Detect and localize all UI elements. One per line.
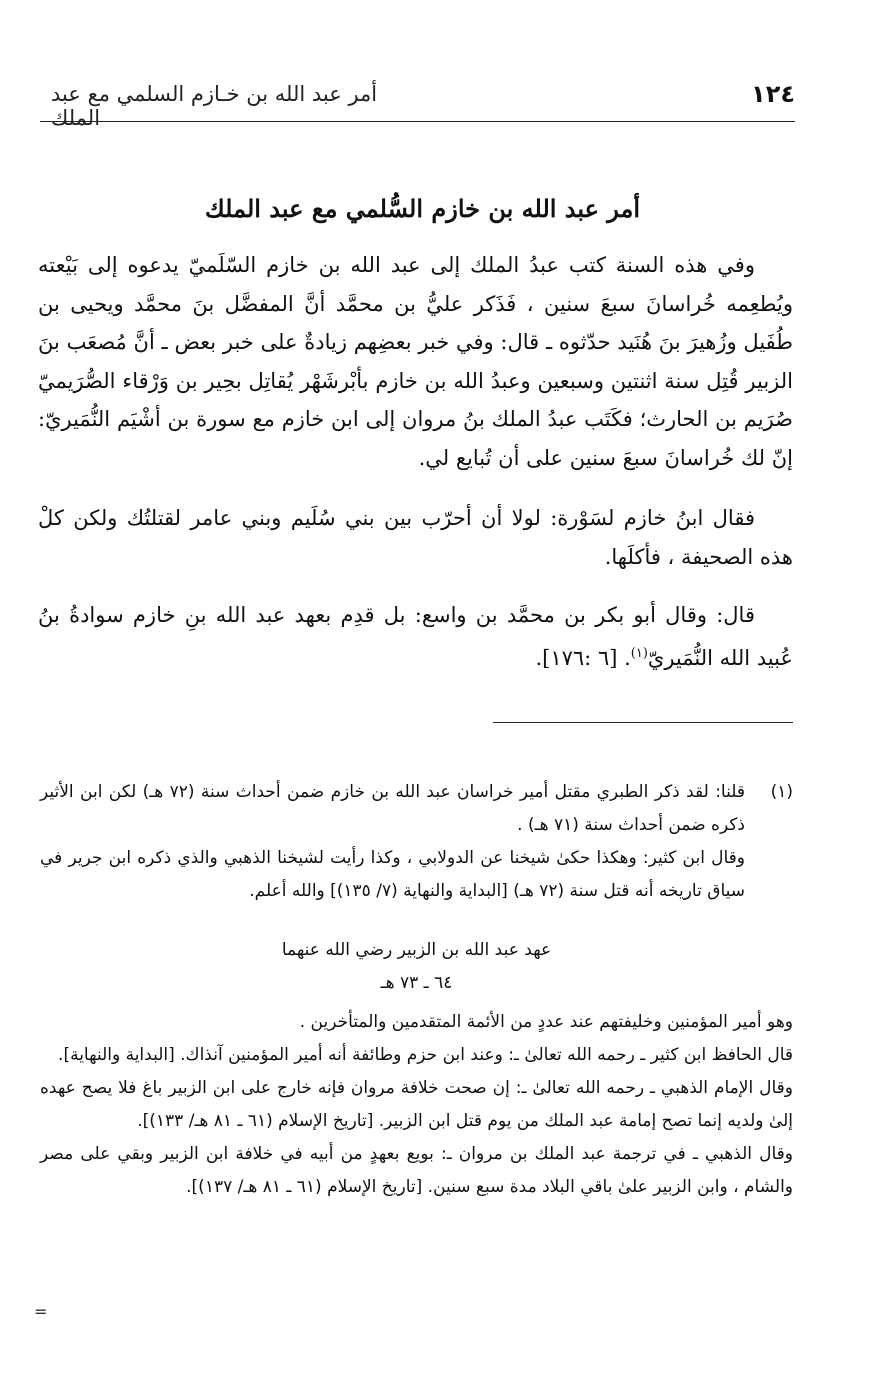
section-title: أمر عبد الله بن خازم السُّلمي مع عبد الملك [204, 194, 641, 223]
citation: . [٦ :١٧٦]. [535, 645, 631, 670]
body-paragraph-text: قال: وقال أبو بكر بن محمَّد بن واسع: بل قدِم بعهد عبد الله بنِ خازم سوادةُ بنُ عُبيد الله النُّمَيريّ [38, 603, 793, 670]
footnote-1 [40, 776, 793, 908]
continuation-mark: = [34, 1302, 48, 1321]
body-paragraph: فقال ابنُ خازم لسَوْرة: لولا أن أحرّب بين بني سُلَيم وبني عامر لقتلتُك ولكن كلْ هذه الصحيفة ، فأكلَها. [38, 506, 793, 569]
footnote-reference[interactable]: (١) [630, 645, 648, 661]
header-rule [40, 121, 795, 122]
page-number: ١٢٤ [751, 80, 795, 108]
footnote-line: وقال ابن كثير: وهكذا حكىٰ شيخنا عن الدولابي ، وكذا رأيت لشيخنا الذهبي والذي ذكره ابن جرير في سياق تاريخه أنه قتل سنة (٧٢ هـ) [البداية والنهاية (٧/ ١٣٥)] والله أعلم. [40, 848, 745, 901]
footnote-line: قال الحافظ ابن كثير ـ رحمه الله تعالىٰ ـ: وعند ابن حزم وطائفة أنه أمير المؤمنين آنذاك. [البداية والنهاية]. [58, 1045, 793, 1065]
footnote-subheading-years: ٦٤ ـ ٧٣ هـ [380, 973, 453, 993]
footnote-line: وقال الذهبي ـ في ترجمة عبد الملك بن مروان ـ: بويع بعهدٍ من أبيه في خلافة ابن الزبير وبقي على مصر والشام ، وابن الزبير علىٰ باقي البلاد مدة سبع سنين. [تاريخ الإسلام (٦١ ـ ٨١ هـ/ ١٣٧)]. [40, 1144, 793, 1197]
footnote-line: قلنا: لقد ذكر الطبري مقتل أمير خراسان عبد الله بن خازم ضمن أحداث سنة (٧٢ هـ) لكن ابن الأثير ذكره ضمن أحداث سنة (٧١ هـ) . [40, 782, 745, 835]
footnote-text [40, 776, 745, 908]
footnote-marker: (١) [770, 782, 793, 802]
running-header-title: أمر عبد الله بن خـازم السلمي مع عبد الملك [51, 82, 378, 130]
main-body [38, 246, 793, 677]
footnote-continuation [40, 1006, 793, 1204]
footnote-line: وهو أمير المؤمنين وخليفتهم عند عددٍ من الأئمة المتقدمين والمتأخرين . [299, 1012, 793, 1032]
body-paragraph-last [38, 596, 793, 677]
footnotes [40, 776, 793, 1204]
footnote-subheading: عهد عبد الله بن الزبير رضي الله عنهما [281, 940, 552, 960]
body-paragraph: وفي هذه السنة كتب عبدُ الملك إلى عبد الله بن خازم السّلَميّ يدعوه إلى بَيْعته ويُطعِمه خُراسانَ سبعَ سنين ، فَذَكر عليُّ بن محمَّد أنَّ المفضَّل بنَ محمَّد ويحيى بن طُفَيل وزُهيرَ بنَ هُنَيد حدّثوه ـ قال: وفي خبر بعضِهم زيادةٌ على خبر بعض ـ أنَّ مُصعَب بنَ الزبير قُتِل سنة اثنتين وسبعين وعبدُ الله بن خازم بأبْرشَهْر يُقاتِل بحِير بن وَرْقاء الصُّرَيميّ صُرَيم بن الحارث؛ فكَتَب عبدُ الملك بنُ مروان إلى ابن خازم مع سورة بن أشْيَم النُّمَيريّ: إنّ لك خُراسانَ سبعَ سنين على أن تُبايع لي. [38, 253, 793, 470]
footnote-separator [493, 722, 793, 723]
footnote-line: وقال الإمام الذهبي ـ رحمه الله تعالىٰ ـ: إن صحت خلافة مروان فإنه خارج على ابن الزبير باغ فلا يصح عهده إلىٰ ولديه إنما تصح إمامة عبد الملك من يوم قتل ابن الزبير. [تاريخ الإسلام (٦١ ـ ٨١ هـ/ ١٣٣)]. [40, 1078, 793, 1131]
